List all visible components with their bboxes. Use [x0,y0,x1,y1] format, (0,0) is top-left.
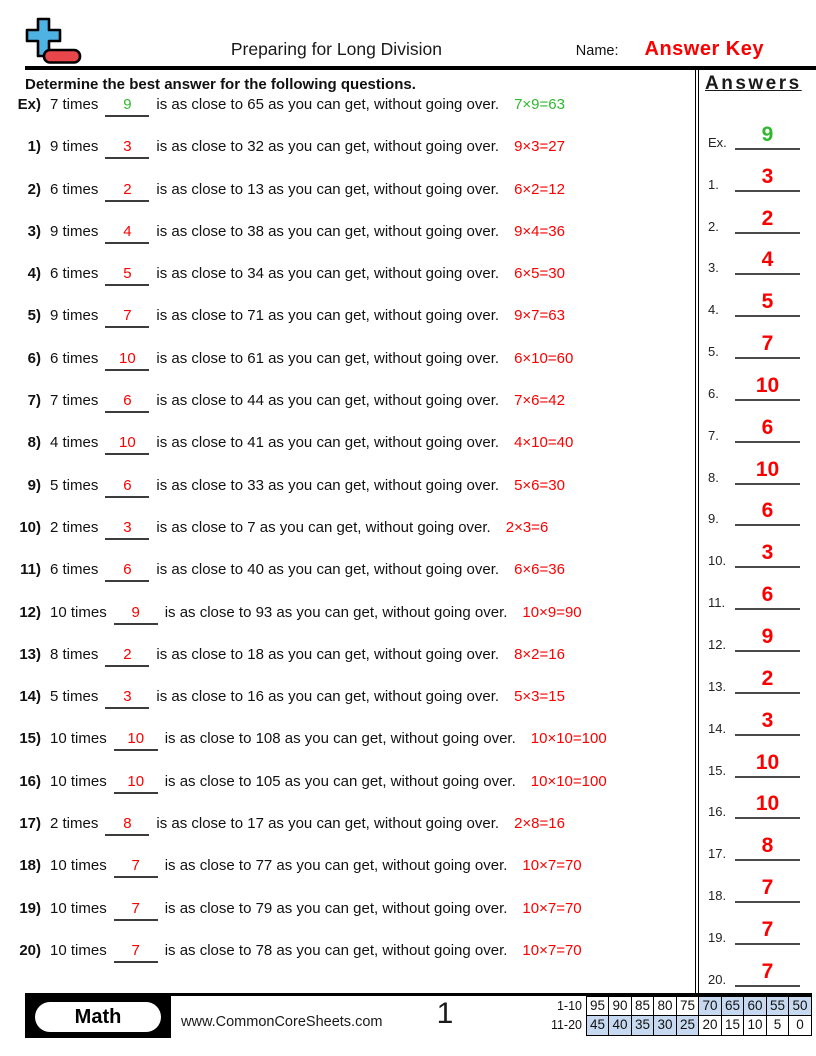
question-row [0,181,692,223]
question-tail-text: is as close to 41 as you can get, without going over. [156,434,500,452]
question-lead-text: 10 times [50,730,107,748]
answer-blank: 7 [114,942,158,963]
question-tail-text: is as close to 16 as you can get, without going over. [156,688,500,706]
subject-badge [25,996,171,1038]
question-number: 1) [27,138,41,156]
question-tail-text: is as close to 78 as you can get, without going over. [164,941,508,959]
question-row [0,392,692,434]
answer-row-label: 19. [708,929,727,945]
question-number: 5) [27,307,41,325]
answer-key-label: Answer Key [644,38,764,60]
answer-row [699,234,816,276]
answer-row-value: 10 [735,793,800,819]
answer-row-label: 12. [708,636,727,652]
question-number: 9) [27,476,41,494]
answer-blank: 6 [105,392,149,413]
question-row [0,773,692,815]
question-row [0,646,692,688]
score-cell: 90 [608,996,632,1017]
answer-row-value: 7 [735,877,800,903]
answer-blank: 2 [105,646,149,667]
answers-panel [698,70,816,993]
question-row [0,857,692,899]
score-cell: 50 [788,996,812,1017]
answer-blank: 7 [105,307,149,328]
question-tail-text: is as close to 7 as you can get, without going over. [156,518,491,536]
equation-text: 10×7=70 [522,941,582,959]
question-lead-text: 9 times [50,222,99,240]
question-tail-text: is as close to 32 as you can get, without going over. [156,138,500,156]
question-row [0,350,692,392]
score-cell: 10 [743,1015,767,1036]
answer-blank: 2 [105,181,149,202]
answer-row-value: 7 [735,919,800,945]
answer-row-label: 8. [708,469,719,485]
score-cell: 15 [721,1015,745,1036]
answer-row-value: 9 [735,626,800,652]
score-cell: 45 [586,1015,610,1036]
equation-text: 9×3=27 [514,138,565,156]
question-row [0,942,692,984]
answer-blank: 5 [105,265,149,286]
answer-row [699,736,816,778]
answer-row [699,819,816,861]
question-lead-text: 7 times [50,96,99,113]
answer-row-value: 8 [735,835,800,861]
question-lead-text: 6 times [50,349,99,367]
answer-row [699,401,816,443]
score-cell: 35 [631,1015,655,1036]
question-tail-text: is as close to 17 as you can get, without going over. [156,815,500,833]
equation-text: 6×2=12 [514,180,565,198]
question-tail-text: is as close to 40 as you can get, without going over. [156,561,500,579]
score-cell: 30 [653,1015,677,1036]
answer-row-value: 10 [735,459,800,485]
answer-row-value: 10 [735,752,800,778]
question-number: Ex) [17,96,41,113]
equation-text: 6×6=36 [514,561,565,579]
question-lead-text: 9 times [50,138,99,156]
equation-text: 10×7=70 [522,899,582,917]
question-row [0,138,692,180]
answer-row-label: 7. [708,427,719,443]
questions-list [0,96,692,984]
question-number: 7) [27,392,41,410]
answer-row [699,192,816,234]
question-lead-text: 6 times [50,561,99,579]
score-cell: 95 [586,996,610,1017]
question-row [0,265,692,307]
answer-row [699,359,816,401]
question-lead-text: 2 times [50,518,99,536]
score-cell: 20 [698,1015,722,1036]
answer-blank: 7 [114,900,158,921]
question-number: 2) [27,180,41,198]
score-cell: 55 [766,996,790,1017]
question-lead-text: 5 times [50,476,99,494]
answer-row [699,443,816,485]
equation-text: 10×10=100 [530,772,607,790]
answer-row-label: 1. [708,176,719,192]
score-cell: 65 [721,996,745,1017]
equation-text: 7×6=42 [514,392,565,410]
equation-text: 7×9=63 [514,96,565,113]
question-lead-text: 10 times [50,603,107,621]
question-number: 18) [19,857,41,875]
answer-row [699,694,816,736]
equation-text: 5×6=30 [514,476,565,494]
question-number: 11) [20,561,41,579]
answer-row-value: 6 [735,584,800,610]
score-cell: 40 [608,1015,632,1036]
question-tail-text: is as close to 38 as you can get, without going over. [156,222,500,240]
answer-row-label: 9. [708,511,719,527]
answer-blank: 3 [105,688,149,709]
answer-blank: 8 [105,815,149,836]
question-number: 3) [27,222,41,240]
question-number: 12) [19,603,41,621]
answer-row [699,903,816,945]
score-cell: 60 [743,996,767,1017]
score-cell: 80 [653,996,677,1017]
score-cell: 75 [676,996,700,1017]
equation-text: 10×7=70 [522,857,582,875]
score-row-label: 1-10 [556,999,582,1013]
question-row [0,604,692,646]
answer-row-value: 6 [735,417,800,443]
equation-text: 10×10=100 [530,730,607,748]
answer-row-value: 3 [735,166,800,192]
equation-text: 9×4=36 [514,222,565,240]
question-tail-text: is as close to 65 as you can get, without going over. [156,96,500,113]
answer-row-label: 13. [708,678,727,694]
answer-row-value: 4 [735,249,800,275]
equation-text: 2×3=6 [505,518,549,536]
answer-row [699,485,816,527]
plus-minus-icon [25,17,97,65]
question-tail-text: is as close to 33 as you can get, without going over. [156,476,500,494]
question-tail-text: is as close to 105 as you can get, without going over. [164,772,516,790]
question-tail-text: is as close to 108 as you can get, without going over. [164,730,516,748]
answer-row-label: 10. [708,553,727,569]
question-lead-text: 7 times [50,392,99,410]
answer-blank: 10 [114,773,158,794]
question-row [0,730,692,772]
answer-row-label: 11. [708,595,726,611]
question-row [0,477,692,519]
answer-row-label: 20. [708,971,727,987]
answer-blank: 6 [105,477,149,498]
question-tail-text: is as close to 71 as you can get, without going over. [156,307,500,325]
question-number: 17) [19,815,41,833]
score-cell: 85 [631,996,655,1017]
answer-row [699,652,816,694]
answer-row [699,150,816,192]
answer-row-label: 15. [708,762,727,778]
answer-blank: 4 [105,223,149,244]
score-table-row [543,996,812,1017]
question-number: 8) [27,434,41,452]
website-link[interactable]: www.CommonCoreSheets.com [181,1014,383,1030]
answer-row-label: 16. [708,804,727,820]
answers-title: Answers [705,73,802,94]
question-number: 4) [27,265,41,283]
question-tail-text: is as close to 61 as you can get, without going over. [156,349,500,367]
answer-row-label: 14. [708,720,727,736]
answer-row-value: 6 [735,500,800,526]
question-row [0,223,692,265]
answer-row [699,275,816,317]
question-lead-text: 2 times [50,815,99,833]
answer-row-label: 2. [708,218,719,234]
question-row [0,688,692,730]
answers-list [699,108,816,987]
question-tail-text: is as close to 93 as you can get, without going over. [164,603,508,621]
answer-row-value: 3 [735,542,800,568]
answer-row [699,861,816,903]
name-label: Name: [575,43,619,59]
equation-text: 10×9=90 [522,603,582,621]
answer-row-value: 2 [735,668,800,694]
subject-badge-label: Math [35,1002,161,1032]
answer-blank: 3 [105,519,149,540]
question-tail-text: is as close to 79 as you can get, without going over. [164,899,508,917]
answer-row-label: 4. [708,302,719,318]
question-row [0,434,692,476]
answer-row [699,317,816,359]
question-number: 13) [19,645,41,663]
answer-row [699,778,816,820]
equation-text: 6×10=60 [514,349,574,367]
equation-text: 6×5=30 [514,265,565,283]
answer-blank: 9 [105,96,149,117]
question-number: 6) [27,349,41,367]
page-title: Preparing for Long Division [230,39,442,59]
question-lead-text: 10 times [50,899,107,917]
score-cell: 25 [676,1015,700,1036]
question-lead-text: 4 times [50,434,99,452]
page-number: 1 [436,997,454,1030]
question-number: 15) [19,730,41,748]
answer-row-label: 18. [708,888,727,904]
answer-row-label: 5. [708,344,719,360]
answer-row-value: 3 [735,710,800,736]
answer-row-label: 3. [708,260,719,276]
question-lead-text: 6 times [50,265,99,283]
answer-blank: 10 [105,350,149,371]
question-number: 16) [19,772,41,790]
instruction-text: Determine the best answer for the following questions. [25,76,416,93]
answer-row-value: 7 [735,961,800,987]
equation-text: 4×10=40 [514,434,574,452]
question-tail-text: is as close to 13 as you can get, without going over. [156,180,500,198]
answer-row [699,526,816,568]
question-lead-text: 10 times [50,857,107,875]
commoncoresheets-logo [25,17,97,66]
score-table-row [543,1015,812,1036]
score-row-label: 11-20 [550,1018,582,1032]
question-number: 10) [19,518,41,536]
question-tail-text: is as close to 18 as you can get, without going over. [156,645,500,663]
header [25,0,816,66]
answer-row [699,108,816,150]
answer-row-label: 6. [708,385,719,401]
question-row [0,561,692,603]
answer-blank: 7 [114,857,158,878]
grading-score-table [543,996,812,1036]
equation-text: 8×2=16 [514,645,565,663]
question-tail-text: is as close to 34 as you can get, without going over. [156,265,500,283]
question-tail-text: is as close to 77 as you can get, without going over. [164,857,508,875]
answer-row-value: 7 [735,333,800,359]
question-lead-text: 5 times [50,688,99,706]
answer-row-value: 9 [735,124,800,150]
answer-blank: 10 [105,434,149,455]
equation-text: 9×7=63 [514,307,565,325]
score-cell: 5 [766,1015,790,1036]
question-lead-text: 8 times [50,645,99,663]
answer-blank: 6 [105,561,149,582]
question-number: 14) [19,688,41,706]
question-row [0,900,692,942]
score-cell: 0 [788,1015,812,1036]
equation-text: 5×3=15 [514,688,565,706]
question-number: 20) [19,941,41,959]
answer-row-value: 2 [735,208,800,234]
question-lead-text: 6 times [50,180,99,198]
answer-blank: 3 [105,138,149,159]
score-cell: 70 [698,996,722,1017]
answer-row [699,945,816,987]
answer-blank: 9 [114,604,158,625]
question-row [0,815,692,857]
question-row [0,519,692,561]
question-lead-text: 10 times [50,772,107,790]
answer-row [699,568,816,610]
question-row [0,96,692,138]
answer-row-label: Ex. [708,134,727,150]
question-number: 19) [19,899,41,917]
question-lead-text: 9 times [50,307,99,325]
answer-blank: 10 [114,730,158,751]
question-tail-text: is as close to 44 as you can get, without going over. [156,392,500,410]
answer-row [699,610,816,652]
question-row [0,307,692,349]
answer-row-label: 17. [708,846,727,862]
answer-row-value: 10 [735,375,800,401]
answer-row-value: 5 [735,291,800,317]
question-lead-text: 10 times [50,941,107,959]
equation-text: 2×8=16 [514,815,565,833]
